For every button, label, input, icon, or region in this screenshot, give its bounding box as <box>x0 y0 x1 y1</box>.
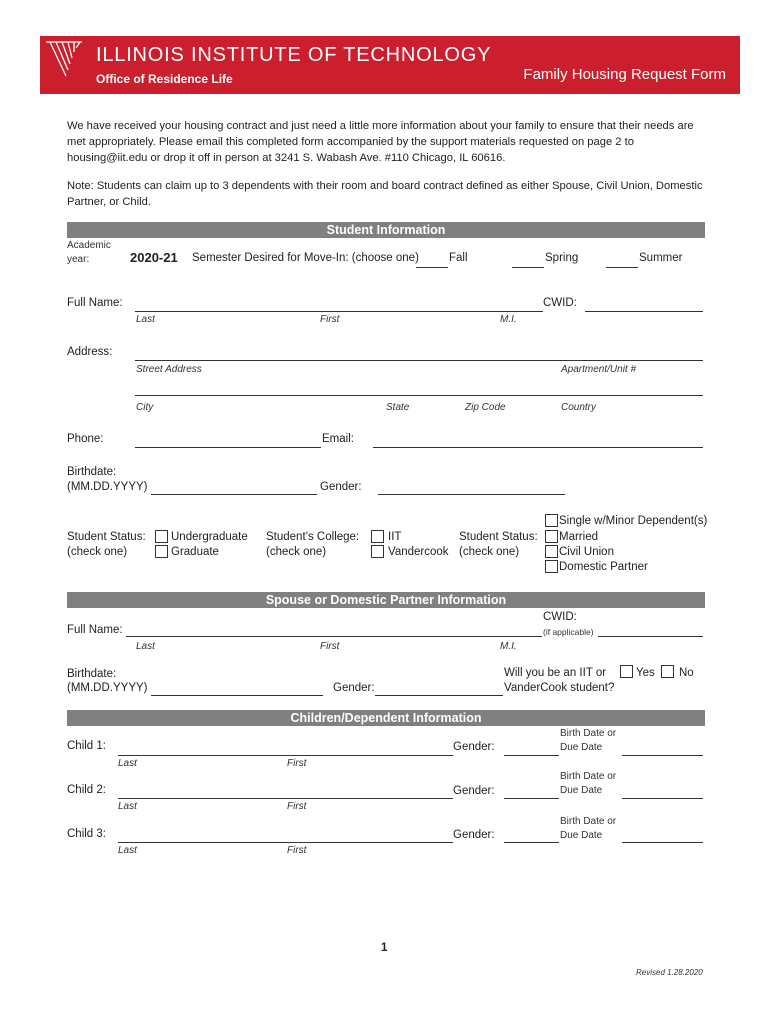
domestic-partner-label: Domestic Partner <box>559 561 648 573</box>
undergraduate-label: Undergraduate <box>171 531 248 543</box>
spouse-student-question: Will you be an IIT or <box>504 667 607 679</box>
section-children-info: Children/Dependent Information <box>67 710 705 726</box>
summer-blank[interactable] <box>606 267 638 268</box>
child-birth-label-2: Due Date <box>560 785 603 796</box>
caption-state: State <box>386 402 410 413</box>
child-caption-last: Last <box>118 801 137 812</box>
child-birth-input[interactable] <box>622 842 703 843</box>
child-gender-input[interactable] <box>504 842 559 843</box>
iit-label: IIT <box>388 531 402 543</box>
spouse-cwid-input[interactable] <box>598 636 703 637</box>
caption-country: Country <box>561 402 597 413</box>
caption-last: Last <box>136 314 155 325</box>
single-dependent-checkbox[interactable] <box>545 514 558 527</box>
child-gender-label: Gender: <box>453 785 495 797</box>
gender-input[interactable] <box>378 494 565 495</box>
child-caption-first: First <box>287 801 307 812</box>
child-birth-label-2: Due Date <box>560 830 603 841</box>
birthdate-input[interactable] <box>151 494 317 495</box>
vandercook-label: Vandercook <box>388 546 449 558</box>
college-label: Student’s College: <box>266 531 360 543</box>
child-birth-label: Birth Date or <box>560 771 617 782</box>
full-name-input[interactable] <box>135 311 543 312</box>
full-name-label: Full Name: <box>67 297 123 309</box>
office-name: Office of Residence Life <box>96 72 233 86</box>
child-caption-last: Last <box>118 845 137 856</box>
child-caption-first: First <box>287 758 307 769</box>
child-label: Child 3: <box>67 828 106 840</box>
child-name-input[interactable] <box>118 755 453 756</box>
spouse-caption-last: Last <box>136 641 155 652</box>
academic-year-label-2: year: <box>67 254 90 265</box>
undergraduate-checkbox[interactable] <box>155 530 168 543</box>
spouse-no-label: No <box>679 667 694 679</box>
college-hint: (check one) <box>266 546 327 558</box>
graduate-checkbox[interactable] <box>155 545 168 558</box>
spouse-yes-label: Yes <box>636 667 655 679</box>
status2-label: Student Status: <box>459 531 538 543</box>
student-status-label: Student Status: <box>67 531 146 543</box>
child-birth-input[interactable] <box>622 798 703 799</box>
child-label: Child 2: <box>67 784 106 796</box>
section-student-info: Student Information <box>67 222 705 238</box>
iit-checkbox[interactable] <box>371 530 384 543</box>
institution-name: ILLINOIS INSTITUTE OF TECHNOLOGY <box>96 44 492 66</box>
spouse-full-name-label: Full Name: <box>67 624 123 636</box>
caption-city: City <box>136 402 154 413</box>
academic-year-label: Academic <box>67 240 111 251</box>
spouse-cwid-note: (if applicable) <box>543 627 594 637</box>
birthdate-label: Birthdate: <box>67 466 117 478</box>
cwid-input[interactable] <box>585 311 703 312</box>
spouse-cwid-label: CWID: <box>543 611 577 623</box>
child-gender-label: Gender: <box>453 829 495 841</box>
married-label: Married <box>559 531 598 543</box>
child-name-input[interactable] <box>118 842 453 843</box>
caption-apartment: Apartment/Unit # <box>561 364 637 375</box>
status2-hint: (check one) <box>459 546 520 558</box>
child-birth-label-2: Due Date <box>560 742 603 753</box>
spouse-no-checkbox[interactable] <box>661 665 674 678</box>
child-caption-first: First <box>287 845 307 856</box>
child-gender-label: Gender: <box>453 741 495 753</box>
caption-zip: Zip Code <box>465 402 506 413</box>
email-input[interactable] <box>373 447 703 448</box>
spouse-birthdate-input[interactable] <box>151 695 323 696</box>
page-number: 1 <box>381 942 388 954</box>
spouse-full-name-input[interactable] <box>126 636 542 637</box>
gender-label: Gender: <box>320 481 362 493</box>
semester-fall: Fall <box>449 252 468 264</box>
single-dependent-label: Single w/Minor Dependent(s) <box>559 515 708 527</box>
caption-mi: M.I. <box>500 314 517 325</box>
child-birth-label: Birth Date or <box>560 816 617 827</box>
email-label: Email: <box>322 433 354 445</box>
intro-paragraph: We have received your housing contract and just need a little more information about your family to ensure that their needs are met appropriately. Please email this completed form accompanied by the support materials requested on page 2 to housing@iit.edu or drop it off in person at 3241 S. Wabash Ave. #110 Chicago, IL 60616. <box>67 120 694 164</box>
academic-year-value: 2020-21 <box>130 250 178 265</box>
intro-note: Note: Students can claim up to 3 dependents with their room and board contract defined as either Spouse, Civil Union, Domestic Partner, or Child. <box>67 180 703 208</box>
married-checkbox[interactable] <box>545 530 558 543</box>
domestic-partner-checkbox[interactable] <box>545 560 558 573</box>
child-caption-last: Last <box>118 758 137 769</box>
child-name-input[interactable] <box>118 798 453 799</box>
child-gender-input[interactable] <box>504 755 559 756</box>
child-gender-input[interactable] <box>504 798 559 799</box>
spring-blank[interactable] <box>512 267 544 268</box>
iit-logo-icon <box>44 38 84 78</box>
phone-input[interactable] <box>135 447 321 448</box>
child-label: Child 1: <box>67 740 106 752</box>
birthdate-format: (MM.DD.YYYY) <box>67 481 148 493</box>
graduate-label: Graduate <box>171 546 219 558</box>
caption-first: First <box>320 314 340 325</box>
spouse-gender-label: Gender: <box>333 682 375 694</box>
cwid-label: CWID: <box>543 297 577 309</box>
street-input[interactable] <box>135 360 703 361</box>
phone-label: Phone: <box>67 433 104 445</box>
vandercook-checkbox[interactable] <box>371 545 384 558</box>
spouse-gender-input[interactable] <box>375 695 503 696</box>
semester-label: Semester Desired for Move-In: (choose one) <box>192 252 419 264</box>
student-status-hint: (check one) <box>67 546 128 558</box>
spouse-caption-mi: M.I. <box>500 641 517 652</box>
spouse-birthdate-format: (MM.DD.YYYY) <box>67 682 148 694</box>
civil-union-checkbox[interactable] <box>545 545 558 558</box>
fall-blank[interactable] <box>416 267 448 268</box>
section-spouse-info: Spouse or Domestic Partner Information <box>67 592 705 608</box>
spouse-birthdate-label: Birthdate: <box>67 668 117 680</box>
spouse-student-question-2: VanderCook student? <box>504 682 615 694</box>
child-birth-label: Birth Date or <box>560 728 617 739</box>
city-state-input[interactable] <box>135 395 703 396</box>
caption-street: Street Address <box>136 364 202 375</box>
semester-spring: Spring <box>545 252 579 264</box>
address-label: Address: <box>67 346 113 358</box>
revised-date: Revised 1.28.2020 <box>636 968 703 977</box>
civil-union-label: Civil Union <box>559 546 614 558</box>
form-title: Family Housing Request Form <box>523 66 726 83</box>
spouse-yes-checkbox[interactable] <box>620 665 633 678</box>
child-birth-input[interactable] <box>622 755 703 756</box>
semester-summer: Summer <box>639 252 683 264</box>
spouse-caption-first: First <box>320 641 340 652</box>
